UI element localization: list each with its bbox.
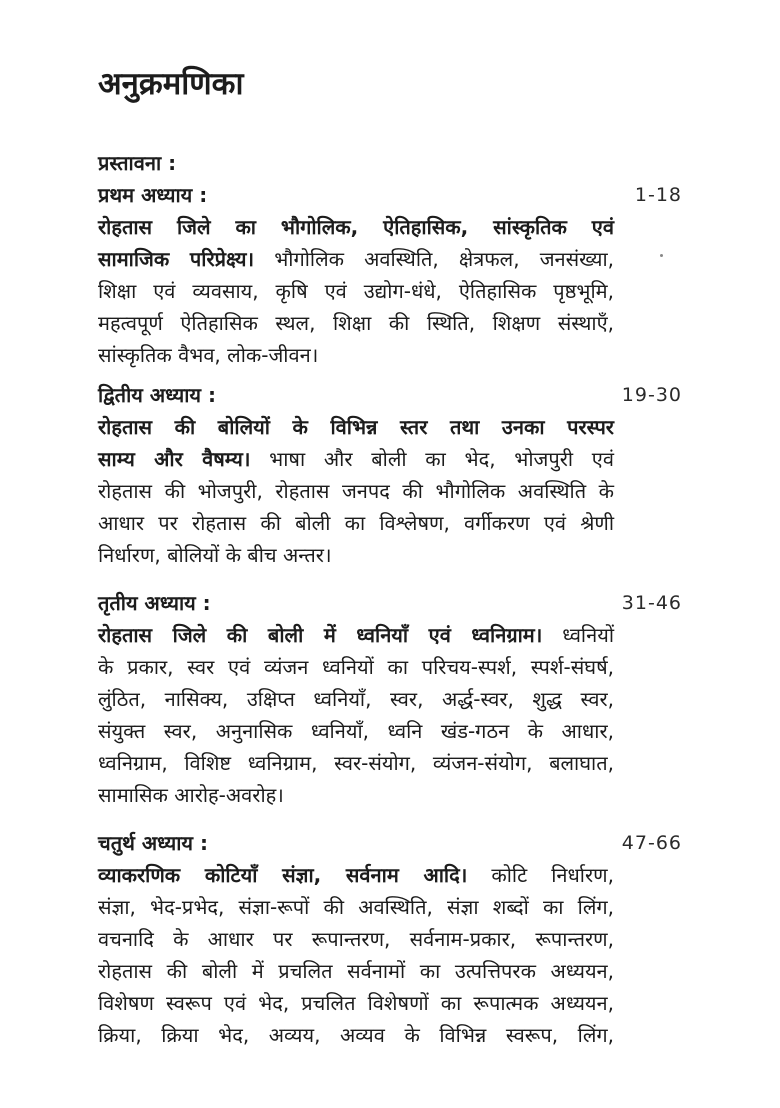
toc-line-text: ध्वनियों xyxy=(542,623,614,647)
toc-line-bold: व्याकरणिक कोटियाँ संज्ञा, सर्वनाम आदि। xyxy=(98,863,468,887)
toc-line-bold: रोहतास जिले का भौगोलिक, ऐतिहासिक, सांस्कृतिक एवं xyxy=(98,215,614,239)
toc-line xyxy=(98,540,614,570)
toc-line-text: के प्रकार, स्वर एवं व्यंजन ध्वनियों का परिचय-स्पर्श, स्पर्श-संघर्ष, xyxy=(98,655,614,679)
toc-line xyxy=(98,476,614,506)
chapter-pages: 47-66 xyxy=(621,832,682,854)
chapter-heading: तृतीय अध्याय : xyxy=(98,591,211,615)
toc-line-text: सांस्कृतिक वैभव, लोक-जीवन। xyxy=(98,343,319,367)
toc-line-text: वचनादि के आधार पर रूपान्तरण, सर्वनाम-प्रकार, रूपान्तरण, xyxy=(98,927,614,951)
toc-line xyxy=(98,308,614,338)
chapter-pages: 31-46 xyxy=(621,592,682,614)
toc-line-text: संयुक्त स्वर, अनुनासिक ध्वनियाँ, ध्वनि खंड-गठन के आधार, xyxy=(98,719,614,743)
toc-line-text: ध्वनिग्राम, विशिष्ट ध्वनिग्राम, स्वर-संयोग, व्यंजन-संयोग, बलाघात, xyxy=(98,751,614,775)
toc-line xyxy=(98,652,614,682)
stray-dot xyxy=(660,254,663,257)
page-title: अनुक्रमणिका xyxy=(98,66,244,102)
toc-line-text: कोटि निर्धारण, xyxy=(467,863,614,887)
toc-line xyxy=(98,340,614,370)
chapter-pages: 1-18 xyxy=(634,184,682,206)
toc-line xyxy=(98,1020,614,1050)
toc-line-text: निर्धारण, बोलियों के बीच अन्तर। xyxy=(98,543,332,567)
toc-line xyxy=(98,860,614,890)
toc-line-text: संज्ञा, भेद-प्रभेद, संज्ञा-रूपों की अवस्थिति, संज्ञा शब्दों का लिंग, xyxy=(98,895,614,919)
toc-line xyxy=(98,924,614,954)
toc-line-bold: साम्य और वैषम्य। xyxy=(98,447,251,471)
toc-line-text: रोहतास की भोजपुरी, रोहतास जनपद की भौगोलिक अवस्थिति के xyxy=(98,479,614,503)
toc-line-text: आधार पर रोहतास की बोली का विश्लेषण, वर्गीकरण एवं श्रेणी xyxy=(98,511,614,535)
toc-line xyxy=(98,620,614,650)
toc-line-text: विशेषण स्वरूप एवं भेद, प्रचलित विशेषणों का रूपात्मक अध्ययन, xyxy=(98,991,614,1015)
toc-line-text: सामासिक आरोह-अवरोह। xyxy=(98,783,284,807)
toc-line xyxy=(98,748,614,778)
chapter-heading: चतुर्थ अध्याय : xyxy=(98,831,208,855)
toc-line xyxy=(98,276,614,306)
toc-line-bold: सामाजिक परिप्रेक्ष्य। xyxy=(98,247,255,271)
toc-line-text: शिक्षा एवं व्यवसाय, कृषि एवं उद्योग-धंधे, ऐतिहासिक पृष्ठभूमि, xyxy=(98,279,614,303)
toc-line-bold: रोहतास की बोलियों के विभिन्न स्तर तथा उनका परस्पर xyxy=(98,415,614,439)
toc-line xyxy=(98,716,614,746)
toc-line-text: भौगोलिक अवस्थिति, क्षेत्रफल, जनसंख्या, xyxy=(254,247,614,271)
toc-line-bold: रोहतास जिले की बोली में ध्वनियाँ एवं ध्वनिग्राम। xyxy=(98,623,543,647)
intro-label: प्रस्तावना : xyxy=(98,151,177,175)
chapter-heading: प्रथम अध्याय : xyxy=(98,183,208,207)
toc-line-text: रोहतास की बोली में प्रचलित सर्वनामों का उत्पत्तिपरक अध्ययन, xyxy=(98,959,614,983)
toc-line xyxy=(98,780,614,810)
toc-line-text: भाषा और बोली का भेद, भोजपुरी एवं xyxy=(250,447,614,471)
toc-line-text: लुंठित, नासिक्य, उक्षिप्त ध्वनियाँ, स्वर, अर्द्ध-स्वर, शुद्ध स्वर, xyxy=(98,687,614,711)
toc-line xyxy=(98,244,614,274)
toc-line xyxy=(98,412,614,442)
toc-line xyxy=(98,684,614,714)
toc-line-text: महत्वपूर्ण ऐतिहासिक स्थल, शिक्षा की स्थिति, शिक्षण संस्थाएँ, xyxy=(98,311,614,335)
toc-line xyxy=(98,444,614,474)
toc-line xyxy=(98,956,614,986)
toc-line-text: क्रिया, क्रिया भेद, अव्यय, अव्यव के विभिन्न स्वरूप, लिंग, xyxy=(98,1023,614,1047)
toc-line xyxy=(98,508,614,538)
chapter-heading: द्वितीय अध्याय : xyxy=(98,383,216,407)
toc-line xyxy=(98,988,614,1018)
toc-line xyxy=(98,212,614,242)
toc-line xyxy=(98,892,614,922)
chapter-pages: 19-30 xyxy=(621,384,682,406)
